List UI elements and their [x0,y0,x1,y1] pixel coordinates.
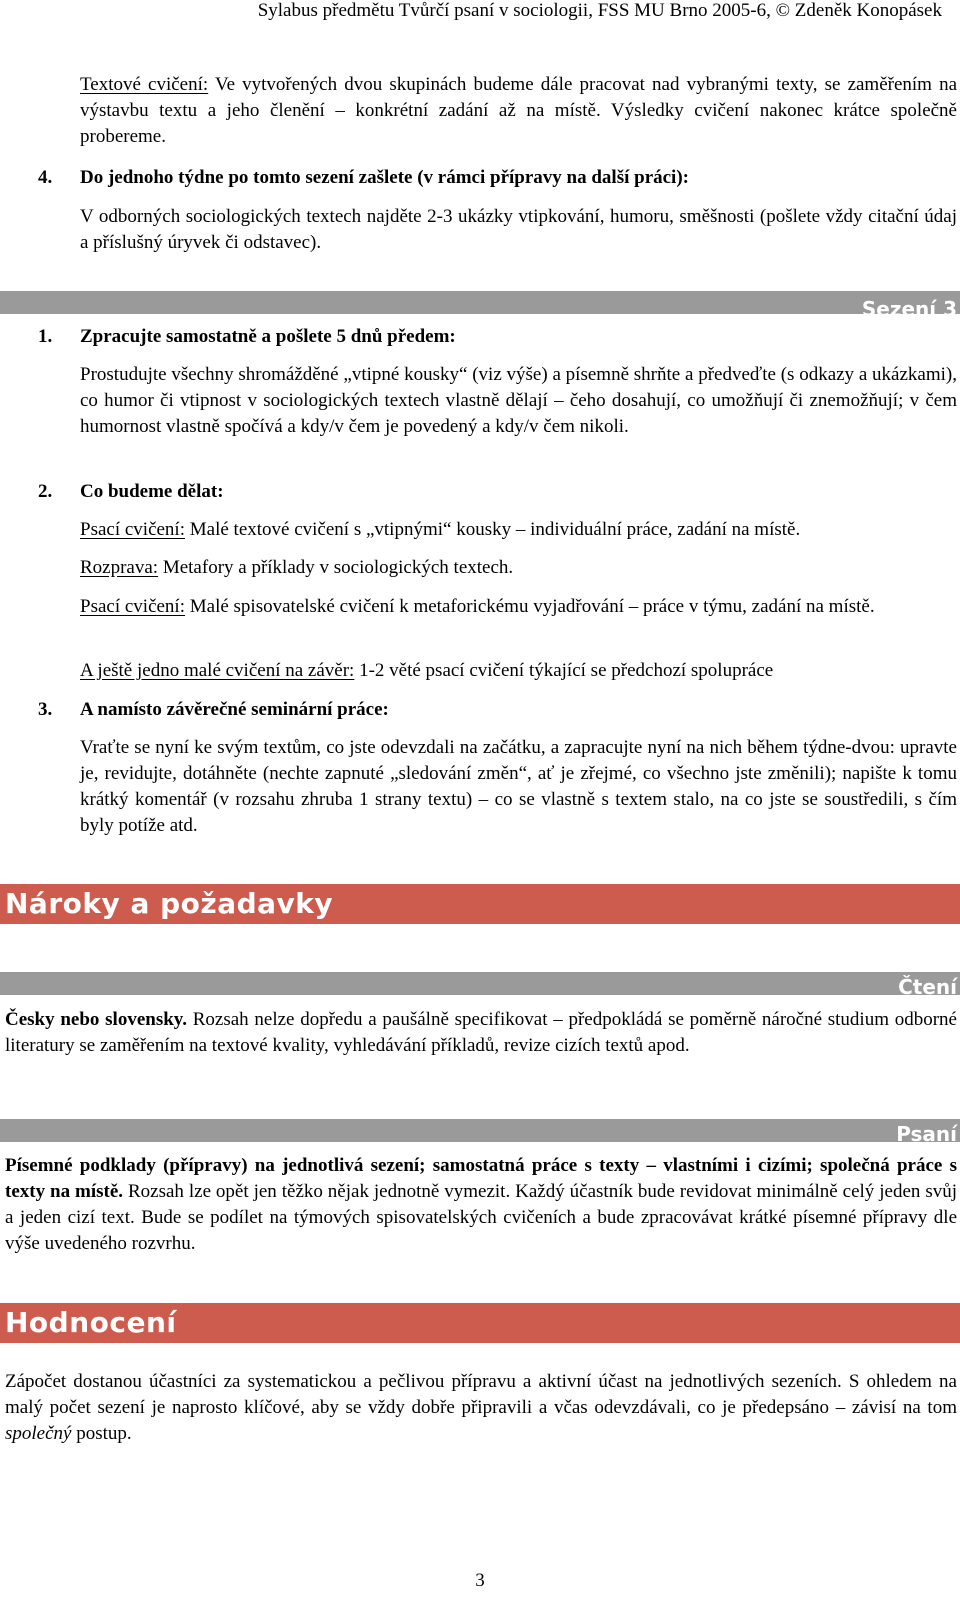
sezeni-3-bar [0,291,960,314]
hodnoceni-text-italic: společný [5,1423,72,1444]
textove-cviceni-text: Ve vytvořených dvou skupinách budeme dále pracovat nad vybranými texty, se zaměřením na výstavbu textu a jeho členění – konkrétní zadání až na místě. Výsledky cvičení nakonec krátce společně probereme. [80,74,958,147]
psaci-cviceni-1-label: Psací cvičení: [80,519,185,540]
s3-item-1-number: 1. [38,326,53,347]
s3-item-3-text: Vraťte se nyní ke svým textům, co jste odevzdali na začátku, a zapracujte nyní na nich během týdne-dvou: upravte je, revidujte, dotáhněte (nechte zapnuté „sledování změn“, ať je zřejmé, co všechno jste změnili); napište k tomu krátký komentář (v rozsahu zhruba 1 strany textu) – co se vlastně s textem stalo, na co jste se soustředili, s čím byly potíže atd. [80,737,957,836]
hodnoceni-paragraph [5,1369,957,1447]
cteni-paragraph [5,1007,957,1059]
zaver-text: 1-2 věté psací cvičení týkající se předchozí spolupráce [354,660,774,681]
s3-item-3-number: 3. [38,699,53,720]
psani-label: Psaní [896,1122,957,1146]
hodnoceni-text-a: Zápočet dostanou účastníci za systematickou a pečlivou přípravu a aktivní účast na jednotlivých sezeních. S ohledem na malý počet sezení je naprosto klíčové, aby se vždy dobře připravili a včas odevzdávali, co je předepsáno – závisí na tom [5,1371,957,1418]
textove-cviceni-paragraph [80,72,957,150]
psaci-cviceni-2-text: Malé spisovatelské cvičení k metaforickému vyjadřování – práce v týmu, zadání na místě. [185,596,875,617]
cteni-label: Čtení [898,975,957,999]
hodnoceni-text-b: postup. [71,1423,132,1444]
s3-item-2-number: 2. [38,481,53,502]
cteni-text: Rozsah nelze dopředu a paušálně specifikovat – předpokládá se poměrně náročné studium odborné literatury se zaměřením na textové kvality, vyhledávání příkladů, revize cizích textů apod. [5,1009,957,1056]
rozprava-label: Rozprava: [80,557,159,578]
cteni-bold-lead: Česky nebo slovensky. [5,1009,187,1030]
zaver-label: A ještě jedno malé cvičení na závěr: [80,660,355,681]
cteni-bar [0,972,960,999]
zaver-paragraph [80,658,957,684]
psani-bar [0,1119,960,1146]
psani-paragraph [5,1153,957,1257]
sezeni-3-label: Sezení 3 [861,297,957,321]
psaci-cviceni-1-paragraph [80,517,957,543]
item-4-text: V odborných sociologických textech najděte 2-3 ukázky vtipkování, humoru, směšnosti (pošlete vždy citační údaj a příslušný úryvek či odstavec). [80,206,957,253]
psaci-cviceni-2-label: Psací cvičení: [80,596,185,617]
running-header: Sylabus předmětu Tvůrčí psaní v sociologii, FSS MU Brno 2005-6, © Zdeněk Konopásek [257,0,942,21]
s3-item-1-text: Prostudujte všechny shromážděné „vtipné kousky“ (viz výše) a písemně shrňte a předveďte (s odkazy a ukázkami), co humor či vtipnost v sociologických textech vlastně dělají – čeho dosahují, co umožňují či znemožňují; v čem humornost vlastně spočívá a kdy/v čem je povedený a kdy/v čem nikoli. [80,364,957,437]
psaci-cviceni-2-paragraph [80,594,957,620]
psaci-cviceni-1-text: Malé textové cvičení s „vtipnými“ kousky – individuální práce, zadání na místě. [185,519,801,540]
naroky-section-title: Nároky a požadavky [5,887,334,920]
page-number: 3 [475,1570,485,1591]
hodnoceni-section-title: Hodnocení [5,1306,177,1339]
hodnoceni-section-bar [0,1303,960,1343]
rozprava-paragraph [80,555,957,581]
item-4-number: 4. [38,167,53,188]
s3-item-3-heading: A namísto závěrečné seminární práce: [80,699,389,720]
naroky-section-bar [0,884,960,924]
item-4-heading: Do jednoho týdne po tomto sezení zašlete (v rámci přípravy na další práci): [80,167,689,188]
s3-item-2-heading: Co budeme dělat: [80,481,224,502]
psani-bold-lead: Písemné podklady (přípravy) na jednotlivá sezení; samostatná práce s texty – vlastními i cizími; společná práce s texty na místě. [5,1155,957,1202]
s3-item-1-heading: Zpracujte samostatně a pošlete 5 dnů předem: [80,326,456,347]
psani-text: Rozsah lze opět jen těžko nějak jednotně vymezit. Každý účastník bude revidovat minimálně celý jeden svůj a jeden cizí text. Bude se podílet na týmových spisovatelských cvičeních a bude zpracovávat krátké písemné přípravy dle výše uvedeného rozvrhu. [5,1181,958,1254]
textove-cviceni-label: Textové cvičení: [80,74,209,95]
rozprava-text: Metafory a příklady v sociologických textech. [158,557,514,578]
